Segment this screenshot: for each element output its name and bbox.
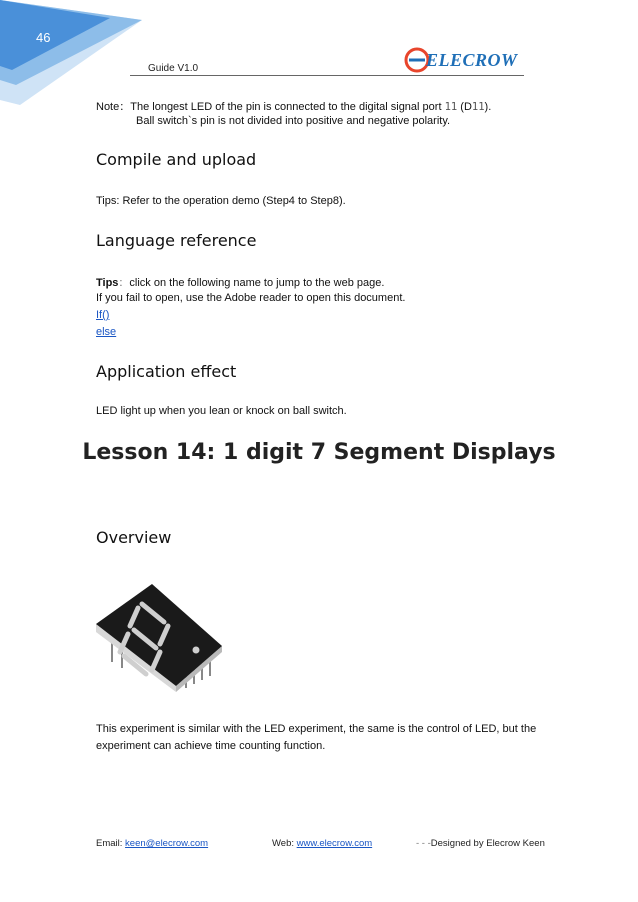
compile-heading: Compile and upload	[96, 150, 257, 169]
note-prefix: Note：	[96, 101, 131, 113]
footer-email-link[interactable]: keen@elecrow.com	[125, 838, 209, 849]
footer-web	[272, 838, 372, 849]
note-line-2: Ball switch`s pin is not divided into positive and negative polarity.	[136, 115, 451, 127]
footer-author: Elecrow Keen	[483, 838, 545, 849]
guide-version: Guide V1.0	[148, 63, 199, 74]
tips-text: click on the following name to jump to the web page.	[129, 277, 385, 289]
footer-web-link[interactable]: www.elecrow.com	[296, 838, 373, 849]
application-text: LED light up when you lean or knock on ball switch.	[96, 405, 347, 417]
overview-heading: Overview	[96, 528, 172, 547]
corner-decoration	[0, 0, 160, 110]
note-pin-2: 11	[471, 101, 485, 113]
page-number: 46	[36, 30, 51, 45]
footer-web-label: Web:	[272, 838, 297, 849]
footer-designed-label: Designed by	[430, 838, 484, 849]
note-pin: 11	[444, 101, 458, 113]
compile-tips: Tips: Refer to the operation demo (Step4 to Step8).	[96, 195, 346, 207]
footer-email	[96, 838, 208, 849]
link-if[interactable]: If()	[96, 309, 110, 321]
tips-separator: ：	[118, 277, 130, 289]
note-text-b: (D	[457, 101, 472, 113]
application-heading: Application effect	[96, 362, 237, 381]
note-text-c: ).	[484, 101, 492, 113]
footer-email-label: Email:	[96, 838, 126, 849]
tips-label: Tips	[96, 277, 119, 289]
note-text-a: The longest LED of the pin is connected to the digital signal port	[130, 101, 445, 113]
overview-paragraph-line-2: experiment can achieve time counting function.	[96, 740, 326, 752]
footer-designed-by	[416, 838, 545, 849]
link-else[interactable]: else	[96, 326, 117, 338]
elecrow-logo-text: ELECROW	[426, 50, 518, 70]
footer-dashes: - - -	[416, 838, 431, 849]
seven-segment-display-image	[94, 580, 224, 692]
note-line-1	[96, 98, 491, 114]
lesson-title: Lesson 14: 1 digit 7 Segment Displays	[82, 440, 556, 465]
overview-paragraph-line-1: This experiment is similar with the LED experiment, the same is the control of LED, but the	[96, 723, 537, 735]
language-heading: Language reference	[96, 231, 257, 250]
language-tips	[96, 274, 384, 290]
language-fail-text: If you fail to open, use the Adobe reader to open this document.	[96, 292, 406, 304]
header-divider	[130, 75, 524, 76]
